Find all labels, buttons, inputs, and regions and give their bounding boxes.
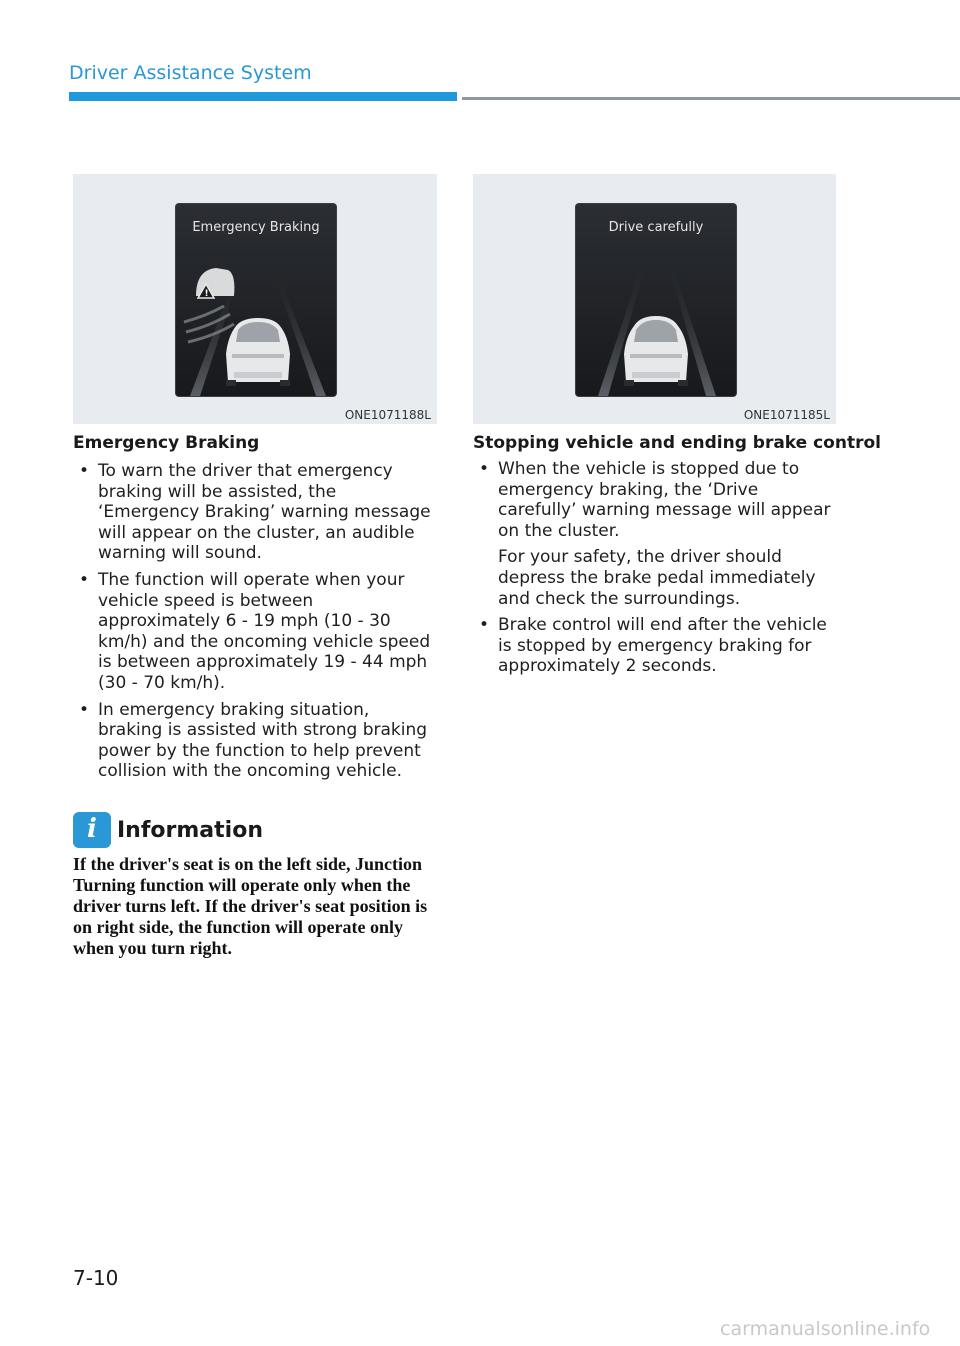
figure-code: ONE1071188L bbox=[344, 408, 431, 422]
list-item: • When the vehicle is stopped due to emergency braking, the ‘Drive carefully’ warning message will appear on the cluster. For your safety, the driver should depress the brake pedal immediately and check the surroundings. bbox=[479, 459, 831, 609]
list-item: • The function will operate when your vehicle speed is between approximately 6 - 19 mph (10 - 30 km/h) and the oncoming vehicle speed is between approximately 19 - 44 mph (30 - 70 km/h). bbox=[79, 569, 431, 693]
figure-emergency-braking bbox=[73, 174, 437, 424]
header-section-title: Driver Assistance System bbox=[69, 62, 312, 84]
list-item: • In emergency braking situation, braking is assisted with strong braking power by the function to help prevent collision with the oncoming vehicle. bbox=[79, 699, 428, 782]
section-title-emergency-braking: Emergency Braking bbox=[73, 433, 260, 453]
svg-text:!: ! bbox=[204, 289, 209, 299]
watermark: carmanualsonline.info bbox=[720, 1318, 931, 1340]
cluster-display bbox=[575, 203, 737, 397]
page-number: 7-10 bbox=[73, 1266, 119, 1290]
info-icon: i bbox=[73, 812, 111, 848]
own-vehicle-icon bbox=[226, 318, 290, 386]
header-rule bbox=[462, 97, 960, 100]
section-title-stopping-vehicle: Stopping vehicle and ending brake control bbox=[473, 433, 881, 453]
emergency-braking-bullets bbox=[73, 461, 439, 788]
cluster-display bbox=[175, 203, 337, 397]
list-item: • To warn the driver that emergency braking will be assisted, the ‘Emergency Braking’ warning message will appear on the cluster, an audible warning will sound. bbox=[79, 461, 431, 564]
figure-code: ONE1071185L bbox=[743, 408, 830, 422]
own-vehicle-icon bbox=[624, 316, 688, 386]
info-text: If the driver's seat is on the left side, Junction Turning function will operate only when the driver turns left. If the driver's seat position is on right side, the function will operate only when you turn right. bbox=[73, 854, 428, 958]
stopping-vehicle-bullets bbox=[473, 459, 839, 683]
cluster-warning-message: Drive carefully bbox=[608, 220, 704, 235]
info-title: Information bbox=[117, 818, 263, 843]
list-item: • Brake control will end after the vehicle is stopped by emergency braking for approximately 2 seconds. bbox=[479, 615, 827, 677]
header-accent-bar bbox=[69, 92, 457, 101]
figure-drive-carefully bbox=[473, 174, 836, 424]
cluster-warning-message: Emergency Braking bbox=[192, 220, 320, 235]
